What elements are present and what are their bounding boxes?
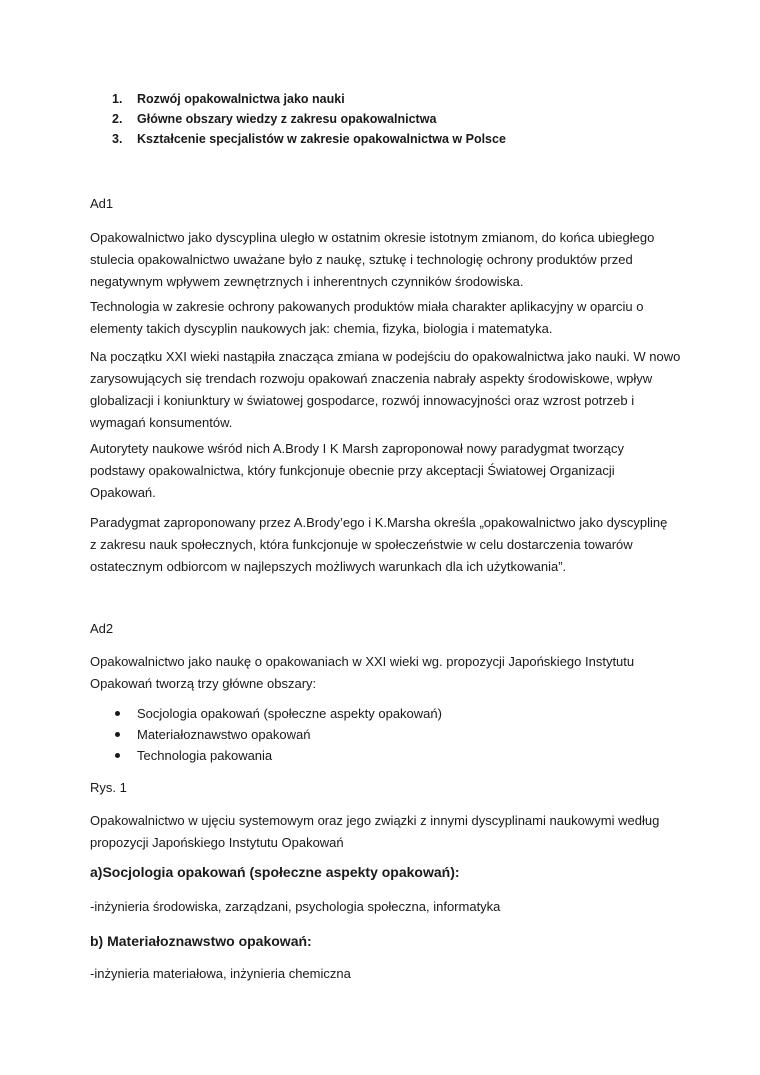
toc-number: 1. xyxy=(112,92,123,106)
paragraph: Opakowalnictwo jako naukę o opakowaniach w XXI wieki wg. propozycji Japońskiego Instytutu Opakowań tworzą trzy główne obszary: xyxy=(90,654,635,691)
paragraph: Technologia w zakresie ochrony pakowanych produktów miała charakter aplikacyjny w oparciu o elementy takich dyscyplin naukowych jak: chemia, fizyka, biologia i matematyka. xyxy=(90,299,644,336)
subsection-heading-a: a)Socjologia opakowań (społeczne aspekty opakowań): xyxy=(90,864,460,880)
paragraph: Autorytety naukowe wśród nich A.Brody I K Marsh zaproponował nowy paradygmat tworzący podstawy opakowalnictwa, który funkcjonuje obecnie przy akceptacji Światowej Organizacji Opakowań. xyxy=(90,441,624,500)
paragraph: Opakowalnictwo jako dyscyplina uległo w ostatnim okresie istotnym zmianom, do końca ubiegłego stulecia opakowalnictwo uważane było z naukę, sztukę i technologię ochrony produktów przed negatywnym wpływem zewnętrznych i inherentnych czynników środowiska. xyxy=(90,230,655,289)
bullet-icon xyxy=(115,753,120,758)
figure-caption: Opakowalnictwo w ujęciu systemowym oraz jego związki z innymi dyscyplinami naukowymi według propozycji Japońskiego Instytutu Opakowań xyxy=(90,813,660,850)
toc-item xyxy=(112,129,506,149)
list-item: Technologia pakowania xyxy=(112,745,442,766)
bullet-icon xyxy=(115,732,120,737)
toc-label: Rozwój opakowalnictwa jako nauki xyxy=(137,92,345,106)
paragraph: Paradygmat zaproponowany przez A.Brody’ego i K.Marsha określa „opakowalnictwo jako dyscyplinę z zakresu nauk społecznych, która funkcjonuje w społeczeństwie w celu dostarczenia towarów ostatecznym odbiorcom w najlepszych możliwych warunkach dla ich użytkowania”. xyxy=(90,515,668,574)
subsection-text-b: -inżynieria materiałowa, inżynieria chemiczna xyxy=(90,966,351,981)
list-item: Socjologia opakowań (społeczne aspekty opakowań) xyxy=(112,703,442,724)
subsection-heading-b: b) Materiałoznawstwo opakowań: xyxy=(90,933,312,949)
table-of-contents xyxy=(112,89,506,149)
figure-label: Rys. 1 xyxy=(90,780,127,795)
toc-item xyxy=(112,89,506,109)
list-item: Materiałoznawstwo opakowań xyxy=(112,724,442,745)
subsection-text-a: -inżynieria środowiska, zarządzani, psychologia społeczna, informatyka xyxy=(90,899,501,914)
paragraph: Na początku XXI wieki nastąpiła znacząca zmiana w podejściu do opakowalnictwa jako nauki. W nowo zarysowujących się trendach rozwoju opakowań znaczenia nabrały aspekty środowiskowe, wpływ globalizacji i koniunktury w światowej gospodarce, rozwój innowacyjności oraz wzrost potrzeb i wymagań konsumentów. xyxy=(90,349,681,430)
bullet-icon xyxy=(115,711,120,716)
toc-item xyxy=(112,109,506,129)
toc-number: 2. xyxy=(112,112,123,126)
section-label-ad1: Ad1 xyxy=(90,196,114,211)
areas-list xyxy=(112,703,442,766)
toc-label: Kształcenie specjalistów w zakresie opakowalnictwa w Polsce xyxy=(137,132,506,146)
toc-label: Główne obszary wiedzy z zakresu opakowalnictwa xyxy=(137,112,437,126)
toc-number: 3. xyxy=(112,132,123,146)
section-label-ad2: Ad2 xyxy=(90,621,114,636)
